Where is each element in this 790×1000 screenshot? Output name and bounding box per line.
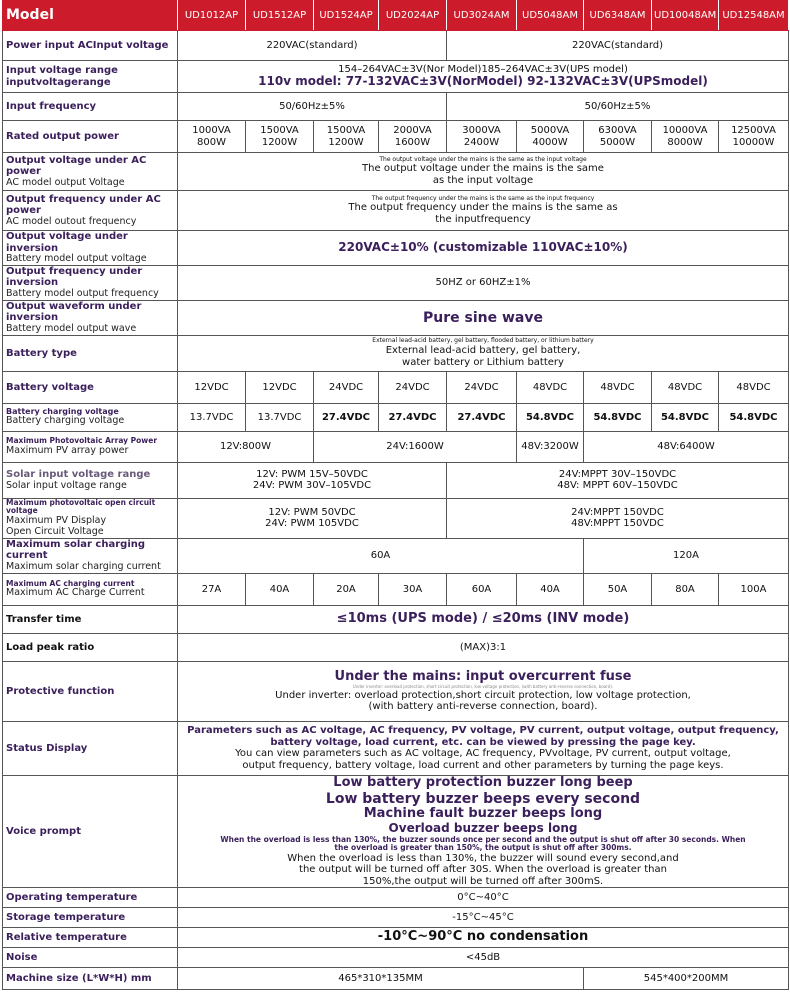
out-voltage-ac-title: Output voltage under AC power <box>6 154 147 178</box>
ac-current-title: Maximum AC charging current <box>6 578 135 588</box>
model-label: Model <box>3 1 178 31</box>
charging-voltage-row <box>3 403 789 431</box>
rel-temp-row <box>3 928 789 948</box>
storage-temp-value: -15°C~45°C <box>178 908 789 928</box>
w-7: 5000W <box>599 136 636 148</box>
voice-line7: 150%,the output will be turned off after 300mS. <box>362 875 604 887</box>
va-6: 5000VA <box>530 125 570 136</box>
pv-power-sub: Maximum PV array power <box>6 444 129 456</box>
out-freq-inv-label <box>3 265 178 300</box>
battery-voltage-2: 12VDC <box>246 371 314 403</box>
w-2: 1200W <box>261 136 298 148</box>
size-ap: 465*310*135MM <box>178 968 584 990</box>
out-freq-ac-main: The output frequency under the mains is the same as the inputfrequency <box>348 202 618 225</box>
pv-power-48v-b: 48V:6400W <box>584 431 789 462</box>
status-row <box>3 721 789 775</box>
out-voltage-inv-label <box>3 231 178 266</box>
pv-power-12v: 12V:800W <box>178 431 314 462</box>
pv-open-row <box>3 498 789 538</box>
w-1: 800W <box>197 136 226 148</box>
out-wave-sub: Battery model output wave <box>6 322 137 334</box>
size-label: Machine size (L*W*H) mm <box>3 968 178 990</box>
protective-small: Under inverter: overload protection, short circuit protection, low voltage protection, (with battery anti-reverse connection, board). <box>352 683 614 689</box>
input-frequency-ap: 50/60Hz±5% <box>178 93 447 121</box>
storage-temp-row <box>3 908 789 928</box>
out-voltage-inv-value: 220VAC±10% (customizable 110VAC±10%) <box>178 231 789 266</box>
battery-voltage-4: 24VDC <box>379 371 447 403</box>
rel-temp-label: Relative temperature <box>3 928 178 948</box>
voice-small: When the overload is less than 130%, the buzzer sounds once per second and the output is shut off after 30 seconds. When the overload is greater than 150%, the output is shut off after 300ms. <box>220 834 746 853</box>
transfer-row <box>3 605 789 633</box>
rated-power-8 <box>652 121 719 153</box>
out-freq-inv-title: Output frequency under inversion <box>6 265 143 289</box>
input-range-sub: inputvoltagerange <box>6 76 111 88</box>
load-peak-label: Load peak ratio <box>3 633 178 661</box>
pv-open-sub: Maximum PV Display <box>6 515 107 527</box>
pv-power-label <box>3 431 178 462</box>
w-4: 1600W <box>394 136 431 148</box>
protective-value <box>178 661 789 721</box>
battery-type-label: Battery type <box>3 335 178 371</box>
protective-row <box>3 661 789 721</box>
battery-voltage-6: 48VDC <box>517 371 584 403</box>
rated-power-4 <box>379 121 447 153</box>
voice-line2: Low battery buzzer beeps every second <box>325 790 641 807</box>
out-freq-inv-sub: Battery model output frequency <box>6 287 159 299</box>
solar-input-row <box>3 462 789 498</box>
voice-line4: Overload buzzer beeps long <box>388 820 578 835</box>
voice-line3: Machine fault buzzer beeps long <box>363 805 603 821</box>
solar-current-am: 120A <box>584 538 789 573</box>
transfer-label: Transfer time <box>3 605 178 633</box>
charging-voltage-sub: Battery charging voltage <box>6 415 125 427</box>
ac-current-3: 20A <box>314 573 379 605</box>
power-input-label: Power input ACInput voltage <box>3 31 178 61</box>
protective-label: Protective function <box>3 661 178 721</box>
op-temp-value: 0°C~40°C <box>178 888 789 908</box>
charging-voltage-7: 54.8VDC <box>584 403 652 431</box>
solar-current-ap: 60A <box>178 538 584 573</box>
model-4: UD2024AP <box>379 1 447 31</box>
out-voltage-inv-sub: Battery model output voltage <box>6 253 147 264</box>
model-2: UD1512AP <box>246 1 314 31</box>
pv-open-ap2: 24V: PWM 105VDC <box>265 518 359 530</box>
out-freq-inv-row <box>3 265 789 300</box>
charging-voltage-3: 27.4VDC <box>314 403 379 431</box>
charging-voltage-4: 27.4VDC <box>379 403 447 431</box>
input-range-line1: 154–264VAC±3V(Nor Model)185–264VAC±3V(UPS model) <box>338 63 628 75</box>
pv-power-title: Maximum Photovoltaic Array Power <box>6 435 158 445</box>
out-freq-ac-label <box>3 191 178 231</box>
solar-current-title: Maximum solar charging current <box>6 538 146 562</box>
rated-power-6 <box>517 121 584 153</box>
model-8: UD10048AM <box>652 1 719 31</box>
va-7: 6300VA <box>598 125 637 136</box>
input-frequency-am: 50/60Hz±5% <box>447 93 789 121</box>
solar-input-sub: Solar input voltage range <box>6 479 127 491</box>
ac-current-7: 50A <box>584 573 652 605</box>
solar-current-label <box>3 538 178 573</box>
header-row <box>3 1 789 31</box>
power-input-row <box>3 31 789 61</box>
ac-current-sub: Maximum AC Charge Current <box>6 587 145 599</box>
ac-current-1: 27A <box>178 573 246 605</box>
status-line3: output frequency, battery voltage, load current and other parameters by turning the page keys. <box>242 759 724 771</box>
ac-current-6: 40A <box>517 573 584 605</box>
solar-input-am1: 24V:MPPT 30V–150VDC <box>558 468 677 480</box>
out-freq-ac-title: Output frequency under AC power <box>6 193 161 217</box>
charging-voltage-9: 54.8VDC <box>719 403 789 431</box>
input-frequency-row <box>3 93 789 121</box>
ac-current-label <box>3 573 178 605</box>
w-8: 8000W <box>667 136 703 148</box>
ac-current-9: 100A <box>719 573 789 605</box>
out-wave-label <box>3 300 178 335</box>
out-freq-ac-row <box>3 191 789 231</box>
charging-voltage-2: 13.7VDC <box>246 403 314 431</box>
rated-power-1 <box>178 121 246 153</box>
battery-voltage-1: 12VDC <box>178 371 246 403</box>
power-input-am: 220VAC(standard) <box>447 31 789 61</box>
pv-open-ap <box>178 498 447 538</box>
charging-voltage-title: Battery charging voltage <box>6 407 119 417</box>
input-range-line2: 110v model: 77-132VAC±3V(NorModel) 92-132VAC±3V(UPSmodel) <box>258 74 708 89</box>
pv-open-am1: 24V:MPPT 150VDC <box>571 506 664 518</box>
status-value <box>178 721 789 775</box>
out-voltage-ac-row <box>3 153 789 191</box>
solar-input-am <box>447 462 789 498</box>
rated-power-label: Rated output power <box>3 121 178 153</box>
w-5: 2400W <box>463 136 500 148</box>
protective-line3: (with battery anti-reverse connection, board). <box>368 701 598 713</box>
op-temp-label: Operating temperature <box>3 888 178 908</box>
w-6: 4000W <box>532 136 568 148</box>
rated-power-7 <box>584 121 652 153</box>
battery-voltage-8: 48VDC <box>652 371 719 403</box>
input-range-label <box>3 61 178 93</box>
battery-voltage-5: 24VDC <box>447 371 517 403</box>
rated-power-3 <box>314 121 379 153</box>
voice-line5: When the overload is less than 130%, the buzzer will sound every second,and <box>287 852 679 864</box>
rated-power-row <box>3 121 789 153</box>
pv-open-am2: 48V:MPPT 150VDC <box>571 518 664 530</box>
status-line1: Parameters such as AC voltage, AC frequency, PV voltage, PV current, output voltage, output frequency, battery voltage, load current, etc. can be viewed by pressing the page key. <box>187 725 779 748</box>
pv-power-24v: 24V:1600W <box>314 431 517 462</box>
size-am: 545*400*200MM <box>584 968 789 990</box>
charging-voltage-5: 27.4VDC <box>447 403 517 431</box>
load-peak-row <box>3 633 789 661</box>
battery-voltage-label: Battery voltage <box>3 371 178 403</box>
out-freq-ac-value <box>178 191 789 231</box>
noise-label: Noise <box>3 948 178 968</box>
battery-type-value <box>178 335 789 371</box>
storage-temp-label: Storage temperature <box>3 908 178 928</box>
rated-power-2 <box>246 121 314 153</box>
out-freq-ac-sub: AC model outout frequency <box>6 215 137 227</box>
out-voltage-ac-sub: AC model output Voltage <box>6 176 125 188</box>
solar-input-ap2: 24V: PWM 30V–105VDC <box>252 480 372 492</box>
noise-row <box>3 948 789 968</box>
charging-voltage-label <box>3 403 178 431</box>
pv-power-48v-a: 48V:3200W <box>517 431 584 462</box>
op-temp-row <box>3 888 789 908</box>
va-3: 1500VA <box>326 125 366 136</box>
pv-open-am <box>447 498 789 538</box>
battery-type-main: External lead-acid battery, gel battery, water battery or Lithium battery <box>385 345 581 368</box>
out-voltage-ac-label <box>3 153 178 191</box>
model-7: UD6348AM <box>584 1 652 31</box>
out-freq-inv-value: 50HZ or 60HZ±1% <box>178 265 789 300</box>
va-5: 3000VA <box>462 125 501 136</box>
ac-current-5: 60A <box>447 573 517 605</box>
solar-input-label <box>3 462 178 498</box>
out-voltage-inv-row <box>3 231 789 266</box>
status-line2: You can view parameters such as AC voltage, AC frequency, PVvoltage, PV current, output voltage, <box>235 748 731 760</box>
voice-row <box>3 775 789 888</box>
pv-open-sub2: Open Circuit Voltage <box>6 525 104 537</box>
model-6: UD5048AM <box>517 1 584 31</box>
pv-open-ap1: 12V: PWM 50VDC <box>268 506 356 518</box>
status-label: Status Display <box>3 721 178 775</box>
battery-voltage-row <box>3 371 789 403</box>
input-frequency-label: Input frequency <box>3 93 178 121</box>
protective-line1: Under the mains: input overcurrent fuse <box>334 669 632 685</box>
input-range-title: Input voltage range <box>6 65 118 76</box>
model-9: UD12548AM <box>719 1 789 31</box>
rel-temp-value: -10°C~90°C no condensation <box>178 928 789 948</box>
solar-current-sub: Maximum solar charging current <box>6 560 161 572</box>
rated-power-9 <box>719 121 789 153</box>
power-input-ap: 220VAC(standard) <box>178 31 447 61</box>
w-9: 10000W <box>732 136 775 148</box>
input-range-value <box>178 61 789 93</box>
va-9: 12500VA <box>731 125 776 136</box>
pv-open-label <box>3 498 178 538</box>
out-voltage-ac-main: The output voltage under the mains is the same as the input voltage <box>362 163 604 186</box>
out-voltage-inv-title: Output voltage under inversion <box>6 231 128 254</box>
size-row <box>3 968 789 990</box>
voice-label: Voice prompt <box>3 775 178 888</box>
charging-voltage-8: 54.8VDC <box>652 403 719 431</box>
out-freq-ac-small: The output frequency under the mains is the same as the input frequency <box>371 194 595 202</box>
noise-value: <45dB <box>178 948 789 968</box>
charging-voltage-6: 54.8VDC <box>517 403 584 431</box>
charging-voltage-1: 13.7VDC <box>178 403 246 431</box>
va-4: 2000VA <box>393 125 432 136</box>
voice-line1: Low battery protection buzzer long beep <box>333 775 633 790</box>
w-3: 1200W <box>328 136 364 148</box>
model-1: UD1012AP <box>178 1 246 31</box>
protective-line2: Under inverter: overload protection,short circuit protection, low voltage protection, <box>275 689 691 701</box>
battery-voltage-7: 48VDC <box>584 371 652 403</box>
model-3: UD1524AP <box>314 1 379 31</box>
out-voltage-ac-value <box>178 153 789 191</box>
out-wave-title: Output waveform under inversion <box>6 300 142 324</box>
battery-voltage-9: 48VDC <box>719 371 789 403</box>
rated-power-5 <box>447 121 517 153</box>
input-range-row <box>3 61 789 93</box>
transfer-value: ≤10ms (UPS mode) / ≤20ms (INV mode) <box>178 605 789 633</box>
solar-input-title: Solar input voltage range <box>6 469 151 481</box>
ac-current-row <box>3 573 789 605</box>
out-wave-value: Pure sine wave <box>178 300 789 335</box>
va-2: 1500VA <box>260 125 299 136</box>
load-peak-value: (MAX)3:1 <box>178 633 789 661</box>
out-voltage-ac-small: The output voltage under the mains is the same as the input voltage <box>379 155 587 163</box>
va-1: 1000VA <box>192 125 231 136</box>
pv-power-row <box>3 431 789 462</box>
spec-table <box>2 0 789 990</box>
out-wave-row <box>3 300 789 335</box>
ac-current-8: 80A <box>652 573 719 605</box>
solar-current-row <box>3 538 789 573</box>
ac-current-2: 40A <box>246 573 314 605</box>
model-5: UD3024AM <box>447 1 517 31</box>
va-8: 10000VA <box>662 125 708 136</box>
battery-voltage-3: 24VDC <box>314 371 379 403</box>
solar-input-am2: 48V: MPPT 60V–150VDC <box>557 480 678 492</box>
voice-line6: the output will be turned off after 30S. When the overload is greater than <box>299 864 667 876</box>
solar-input-ap <box>178 462 447 498</box>
battery-type-row <box>3 335 789 371</box>
pv-open-title: Maximum photovoltaic open circuit voltage <box>6 498 156 516</box>
voice-value <box>178 775 789 888</box>
solar-input-ap1: 12V: PWM 15V–50VDC <box>256 468 368 480</box>
ac-current-4: 30A <box>379 573 447 605</box>
battery-type-small: External lead-acid battery, gel battery, flooded battery, or lithium battery <box>372 337 594 345</box>
